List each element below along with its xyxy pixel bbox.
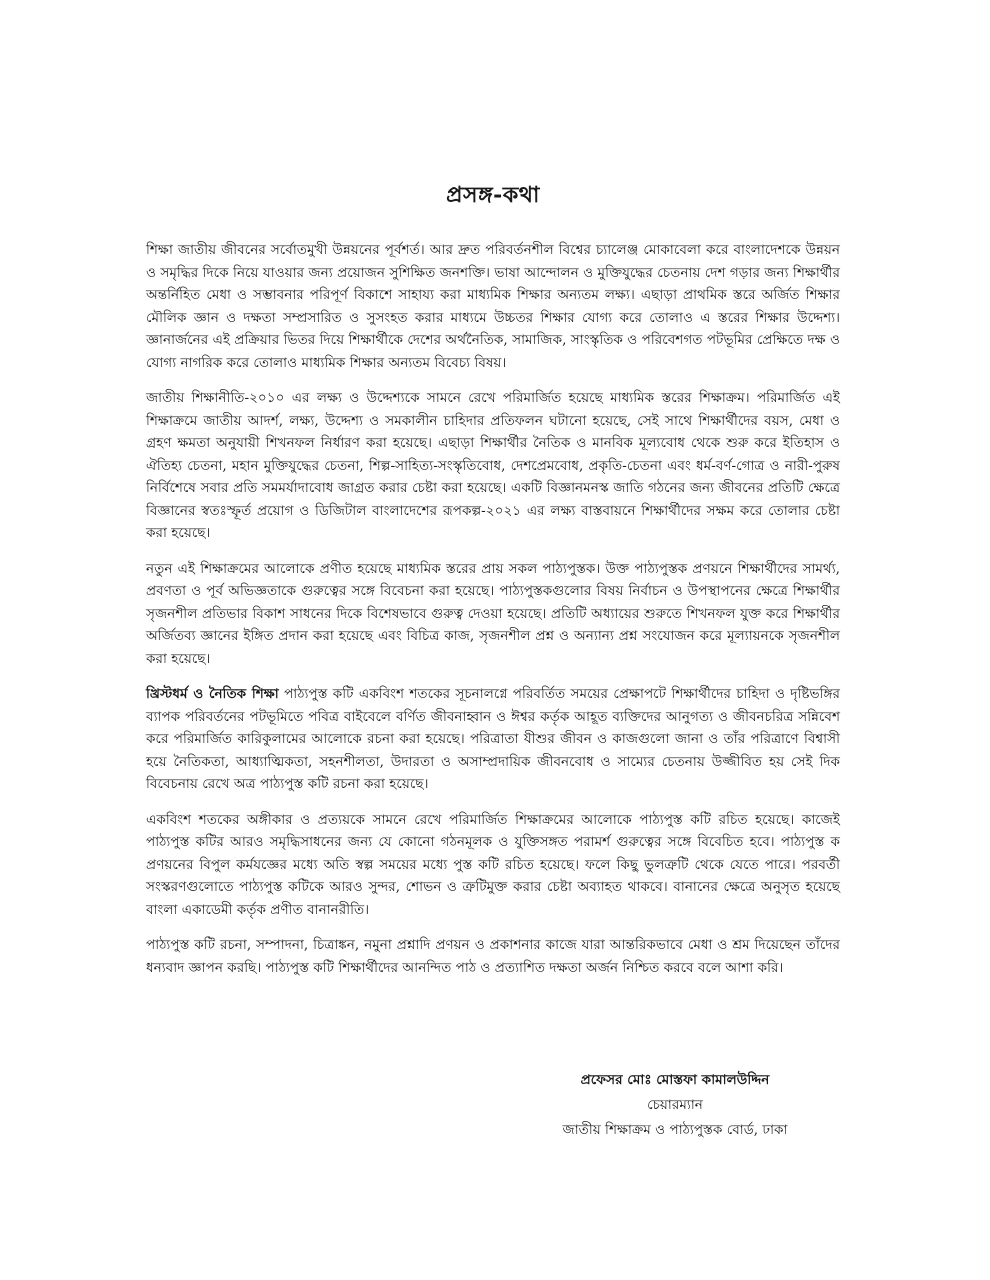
paragraph-text: পাঠ্যপুস্ত কটি একবিংশ শতকের সূচনালগ্নে পরিবর্তিত সময়ের প্রেক্ষাপটে শিক্ষার্থীদের চাহিদা ও দৃষ্টিভঙ্গির ব্যাপক পরিবর্তনের পটভূমিতে পবিত্র বাইবেলে বর্ণিত জীবনাহ্বান ও ঈশ্বর কর্তৃক আহূত ব্যক্তিদের আনুগত্য ও জীবনচরিত্র সন্নিবেশ করে পরিমার্জিত কারিকুলামের আলোকে রচনা করা হয়েছে। পরিত্রাতা যীশুর জীবন ও কাজগুলো জানা ও তাঁর পরিত্রাণে বিশ্বাসী হয়ে নৈতিকতা, আধ্যাত্মিকতা, সহনশীলতা, উদারতা ও অসাম্প্রদায়িক জীবনবোধ ও সাম্যের চেতনায় উজ্জীবিত হয় সেই দিক বিবেচনায় রেখে অত্র পাঠ্যপুস্ত কটি রচনা করা হয়েছে। [146,686,840,792]
signatory-organization: জাতীয় শিক্ষাক্রম ও পাঠ্যপুস্তক বোর্ড, ঢাকা [562,1122,788,1138]
paragraph-1 [146,239,840,374]
paragraph-6 [146,934,840,979]
paragraph-text: শিক্ষা জাতীয় জীবনের সর্বোতমুখী উন্নয়নের পূর্বশর্ত। আর দ্রুত পরিবর্তনশীল বিশ্বের চ্যালেঞ্জ মোকাবেলা করে বাংলাদেশকে উন্নয়ন ও সমৃদ্ধির দিকে নিয়ে যাওয়ার জন্য প্রয়োজন সুশিক্ষিত জনশক্তি। ভাষা আন্দোলন ও মুক্তিযুদ্ধের চেতনায় দেশ গড়ার জন্য শিক্ষার্থীর অন্তর্নিহিত মেধা ও সম্ভাবনার পরিপূর্ণ বিকাশে সাহায্য করা মাধ্যমিক শিক্ষার অন্যতম লক্ষ্য। এছাড়া প্রাথমিক স্তরে অর্জিত শিক্ষার মৌলিক জ্ঞান ও দক্ষতা সম্প্রসারিত ও সুসংহত করার মাধ্যমে উচ্চতর শিক্ষার যোগ্য করে তোলাও এ স্তরের শিক্ষার উদ্দেশ্য। জ্ঞানার্জনের এই প্রক্রিয়ার ভিতর দিয়ে শিক্ষার্থীকে দেশের অর্থনৈতিক, সামাজিক, সাংস্কৃতিক ও পরিবেশগত পটভূমির প্রেক্ষিতে দক্ষ ও যোগ্য নাগরিক করে তোলাও মাধ্যমিক শিক্ষার অন্যতম বিবেচ্য বিষয়। [146,242,840,371]
paragraph-2 [146,387,840,545]
paragraph-5 [146,809,840,922]
paragraph-text: নতুন এই শিক্ষাক্রমের আলোকে প্রণীত হয়েছে মাধ্যমিক স্তরের প্রায় সকল পাঠ্যপুস্তক। উক্ত পাঠ্যপুস্তক প্রণয়নে শিক্ষার্থীদের সামর্থ্য, প্রবণতা ও পূর্ব অভিজ্ঞতাকে গুরুত্বের সঙ্গে বিবেচনা করা হয়েছে। পাঠ্যপুস্তকগুলোর বিষয় নির্বাচন ও উপস্থাপনের ক্ষেত্রে শিক্ষার্থীর সৃজনশীল প্রতিভার বিকাশ সাধনের দিকে বিশেষভাবে গুরুত্ব দেওয়া হয়েছে। প্রতিটি অধ্যায়ের শুরুতে শিখনফল যুক্ত করে শিক্ষার্থীর অর্জিতব্য জ্ঞানের ইঙ্গিত প্রদান করা হয়েছে এবং বিচিত্র কাজ, সৃজনশীল প্রশ্ন ও অন্যান্য প্রশ্ন সংযোজন করে মূল্যায়নকে সৃজনশীল করা হয়েছে। [146,560,840,667]
signatory-name: প্রফেসর মোঃ মোস্তফা কামালউদ্দিন [580,1072,770,1088]
paragraph-text: পাঠ্যপুস্ত কটি রচনা, সম্পাদনা, চিত্রাঙ্কন, নমুনা প্রশ্নাদি প্রণয়ন ও প্রকাশনার কাজে যারা আন্তরিকভাবে মেধা ও শ্রম দিয়েছেন তাঁদের ধন্যবাদ জ্ঞাপন করছি। পাঠ্যপুস্ত কটি শিক্ষার্থীদের আনন্দিত পাঠ ও প্রত্যাশিত দক্ষতা অর্জন নিশ্চিত করবে বলে আশা করি। [146,937,840,976]
signature-block [520,1068,830,1143]
page-title: প্রসঙ্গ-কথা [446,182,540,208]
paragraph-text: একবিংশ শতকের অঙ্গীকার ও প্রত্যয়কে সামনে রেখে পরিমার্জিত শিক্ষাক্রমের আলোকে পাঠ্যপুস্ত কটি রচিত হয়েছে। কাজেই পাঠ্যপুস্ত কটির আরও সমৃদ্ধিসাধনের জন্য যে কোনো গঠনমূলক ও যুক্তিসঙ্গত পরামর্শ গুরুত্বের সঙ্গে বিবেচিত হবে। পাঠ্যপুস্ত ক প্রণয়নের বিপুল কর্মযজ্ঞের মধ্যে অতি স্বল্প সময়ের মধ্যে পুস্ত কটি রচিত হয়েছে। ফলে কিছু ভুলত্রুটি থেকে যেতে পারে। পরবর্তী সংস্করণগুলোতে পাঠ্যপুস্ত কটিকে আরও সুন্দর, শোভন ও ত্রুটিমুক্ত করার চেষ্টা অব্যাহত থাকবে। বানানের ক্ষেত্রে অনুসৃত হয়েছে বাংলা একাডেমী কর্তৃক প্রণীত বানানরীতি। [146,811,841,918]
book-title-bold: খ্রিস্টধর্ম ও নৈতিক শিক্ষা [146,686,279,702]
paragraph-text: জাতীয় শিক্ষানীতি-২০১০ এর লক্ষ্য ও উদ্দেশ্যকে সামনে রেখে পরিমার্জিত হয়েছে মাধ্যমিক স্তরের শিক্ষাক্রম। পরিমার্জিত এই শিক্ষাক্রমে জাতীয় আদর্শ, লক্ষ্য, উদ্দেশ্য ও সমকালীন চাহিদার প্রতিফলন ঘটানো হয়েছে, সেই সাথে শিক্ষার্থীদের বয়স, মেধা ও গ্রহণ ক্ষমতা অনুযায়ী শিখনফল নির্ধারণ করা হয়েছে। এছাড়া শিক্ষার্থীর নৈতিক ও মানবিক মূল্যবোধ থেকে শুরু করে ইতিহাস ও ঐতিহ্য চেতনা, মহান মুক্তিযুদ্ধের চেতনা, শিল্প-সাহিত্য-সংস্কৃতিবোধ, দেশপ্রেমবোধ, প্রকৃতি-চেতনা এবং ধর্ম-বর্ণ-গোত্র ও নারী-পুরুষ নির্বিশেষে সবার প্রতি সমমর্যাদাবোধ জাগ্রত করার চেষ্টা করা হয়েছে। একটি বিজ্ঞানমনস্ক জাতি গঠনের জন্য জীবনের প্রতিটি ক্ষেত্রে বিজ্ঞানের স্বতঃস্ফূর্ত প্রয়োগ ও ডিজিটাল বাংলাদেশের রূপকল্প-২০২১ এর লক্ষ্য বাস্তবায়নে শিক্ষার্থীদের সক্ষম করে তোলার চেষ্টা করা হয়েছে। [146,390,840,541]
paragraph-3 [146,558,840,671]
signatory-designation: চেয়ারম্যান [647,1097,703,1113]
paragraph-4 [146,683,840,796]
preface-page [146,178,840,992]
